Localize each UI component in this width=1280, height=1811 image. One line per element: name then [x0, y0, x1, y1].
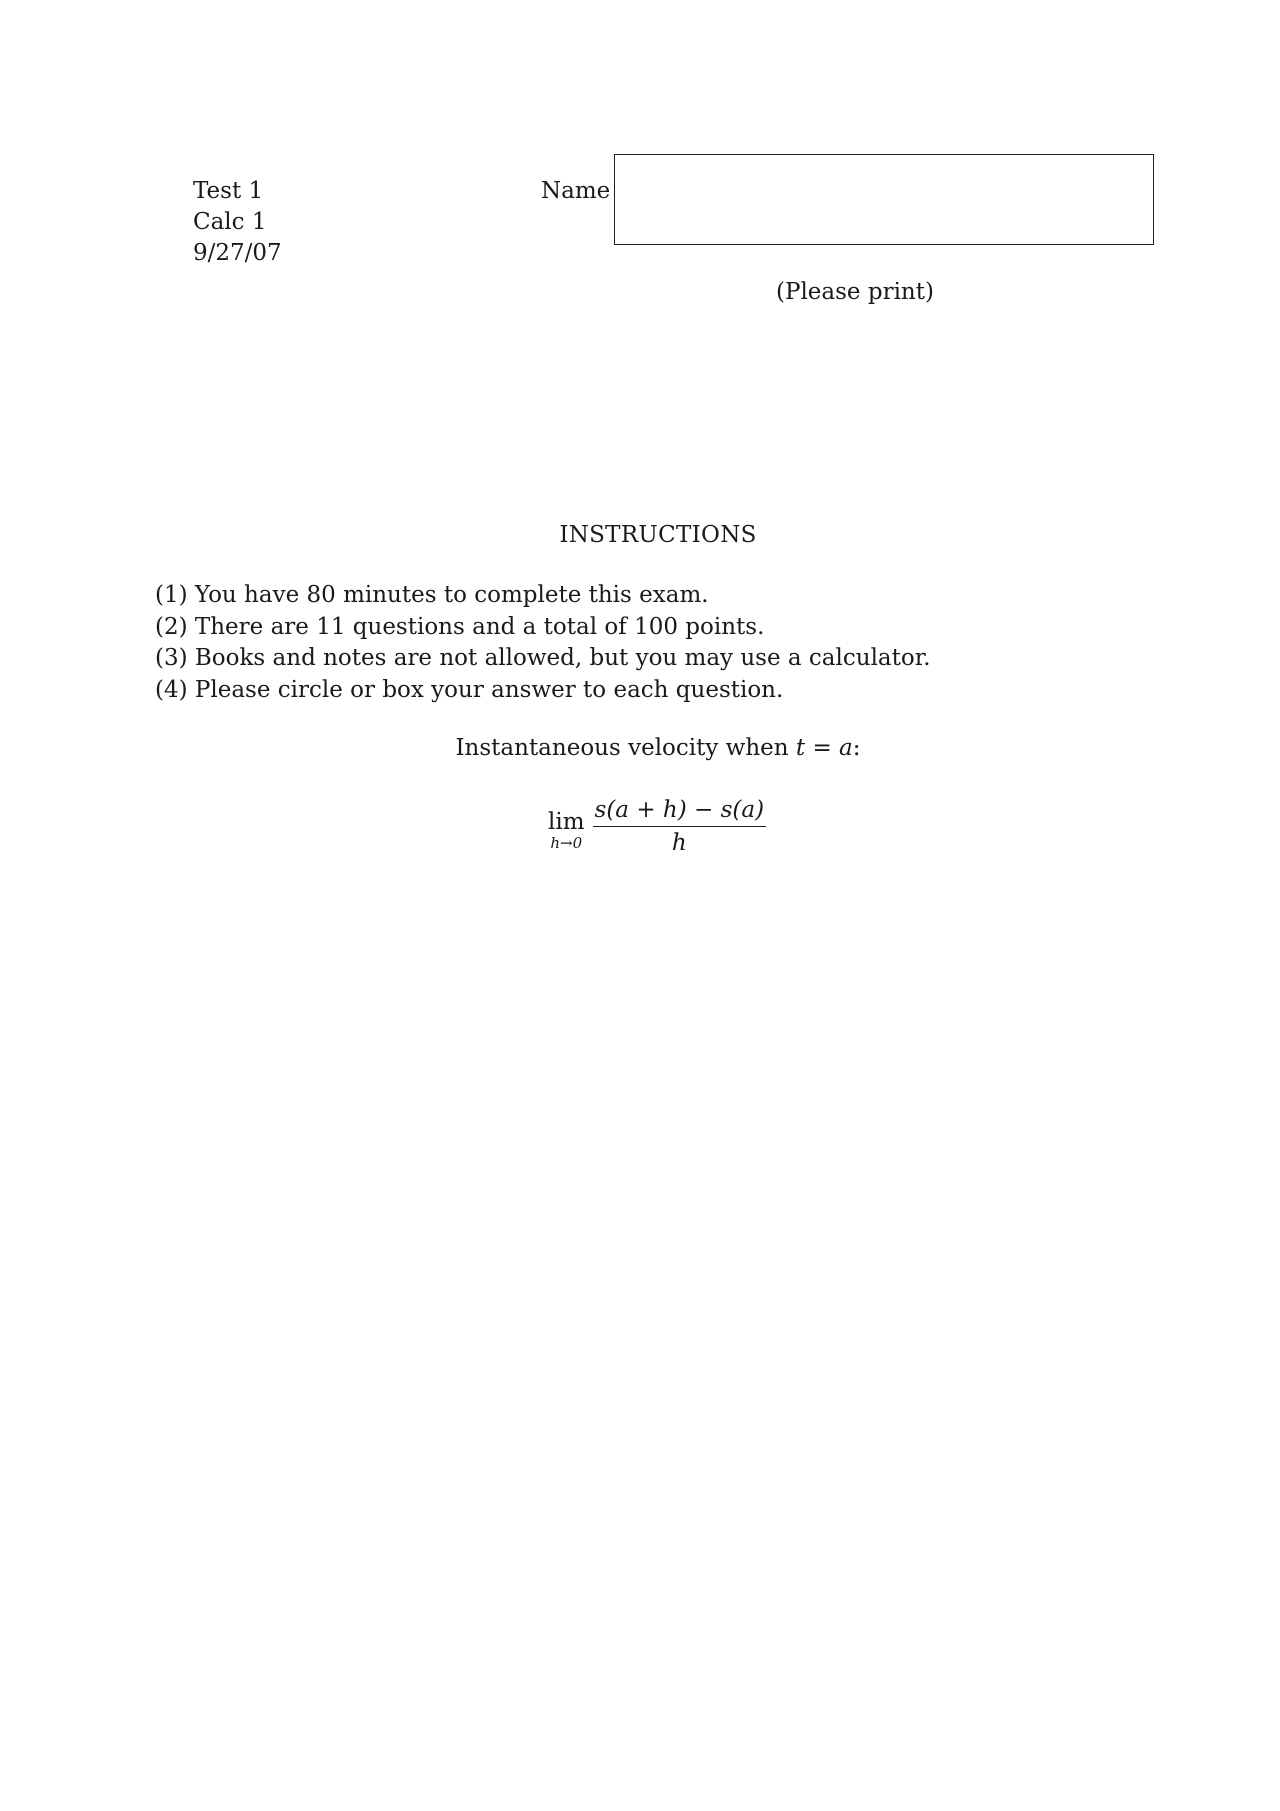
- fraction-numerator: s(a + h) − s(a): [594, 797, 765, 823]
- course-name: Calc 1: [193, 209, 267, 235]
- limit-operator: [548, 809, 585, 851]
- fraction: [593, 796, 767, 857]
- velocity-caption-math: t = a: [795, 735, 853, 761]
- difference-quotient-formula: [548, 796, 766, 857]
- exam-date: 9/27/07: [193, 240, 282, 266]
- limit-word: lim: [548, 808, 585, 835]
- limit-subscript: h→0: [550, 833, 583, 852]
- instructions-heading: INSTRUCTIONS: [559, 522, 757, 548]
- name-label: Name: [541, 178, 611, 204]
- exam-header: [193, 176, 282, 269]
- velocity-caption: [0, 733, 1280, 764]
- test-title: Test 1: [193, 178, 264, 204]
- please-print-hint: (Please print): [776, 279, 934, 305]
- fraction-denominator: h: [671, 830, 687, 856]
- velocity-caption-suffix: :: [852, 735, 861, 761]
- instruction-item: (2) There are 11 questions and a total of 100 points.: [155, 613, 765, 640]
- velocity-caption-prefix: Instantaneous velocity when: [455, 735, 796, 761]
- instruction-item: (4) Please circle or box your answer to each question.: [155, 676, 784, 703]
- instruction-item: (3) Books and notes are not allowed, but you may use a calculator.: [155, 645, 931, 671]
- instruction-item: (1) You have 80 minutes to complete this exam.: [155, 582, 709, 608]
- instructions-list: [155, 580, 931, 706]
- name-input-box[interactable]: [614, 154, 1154, 245]
